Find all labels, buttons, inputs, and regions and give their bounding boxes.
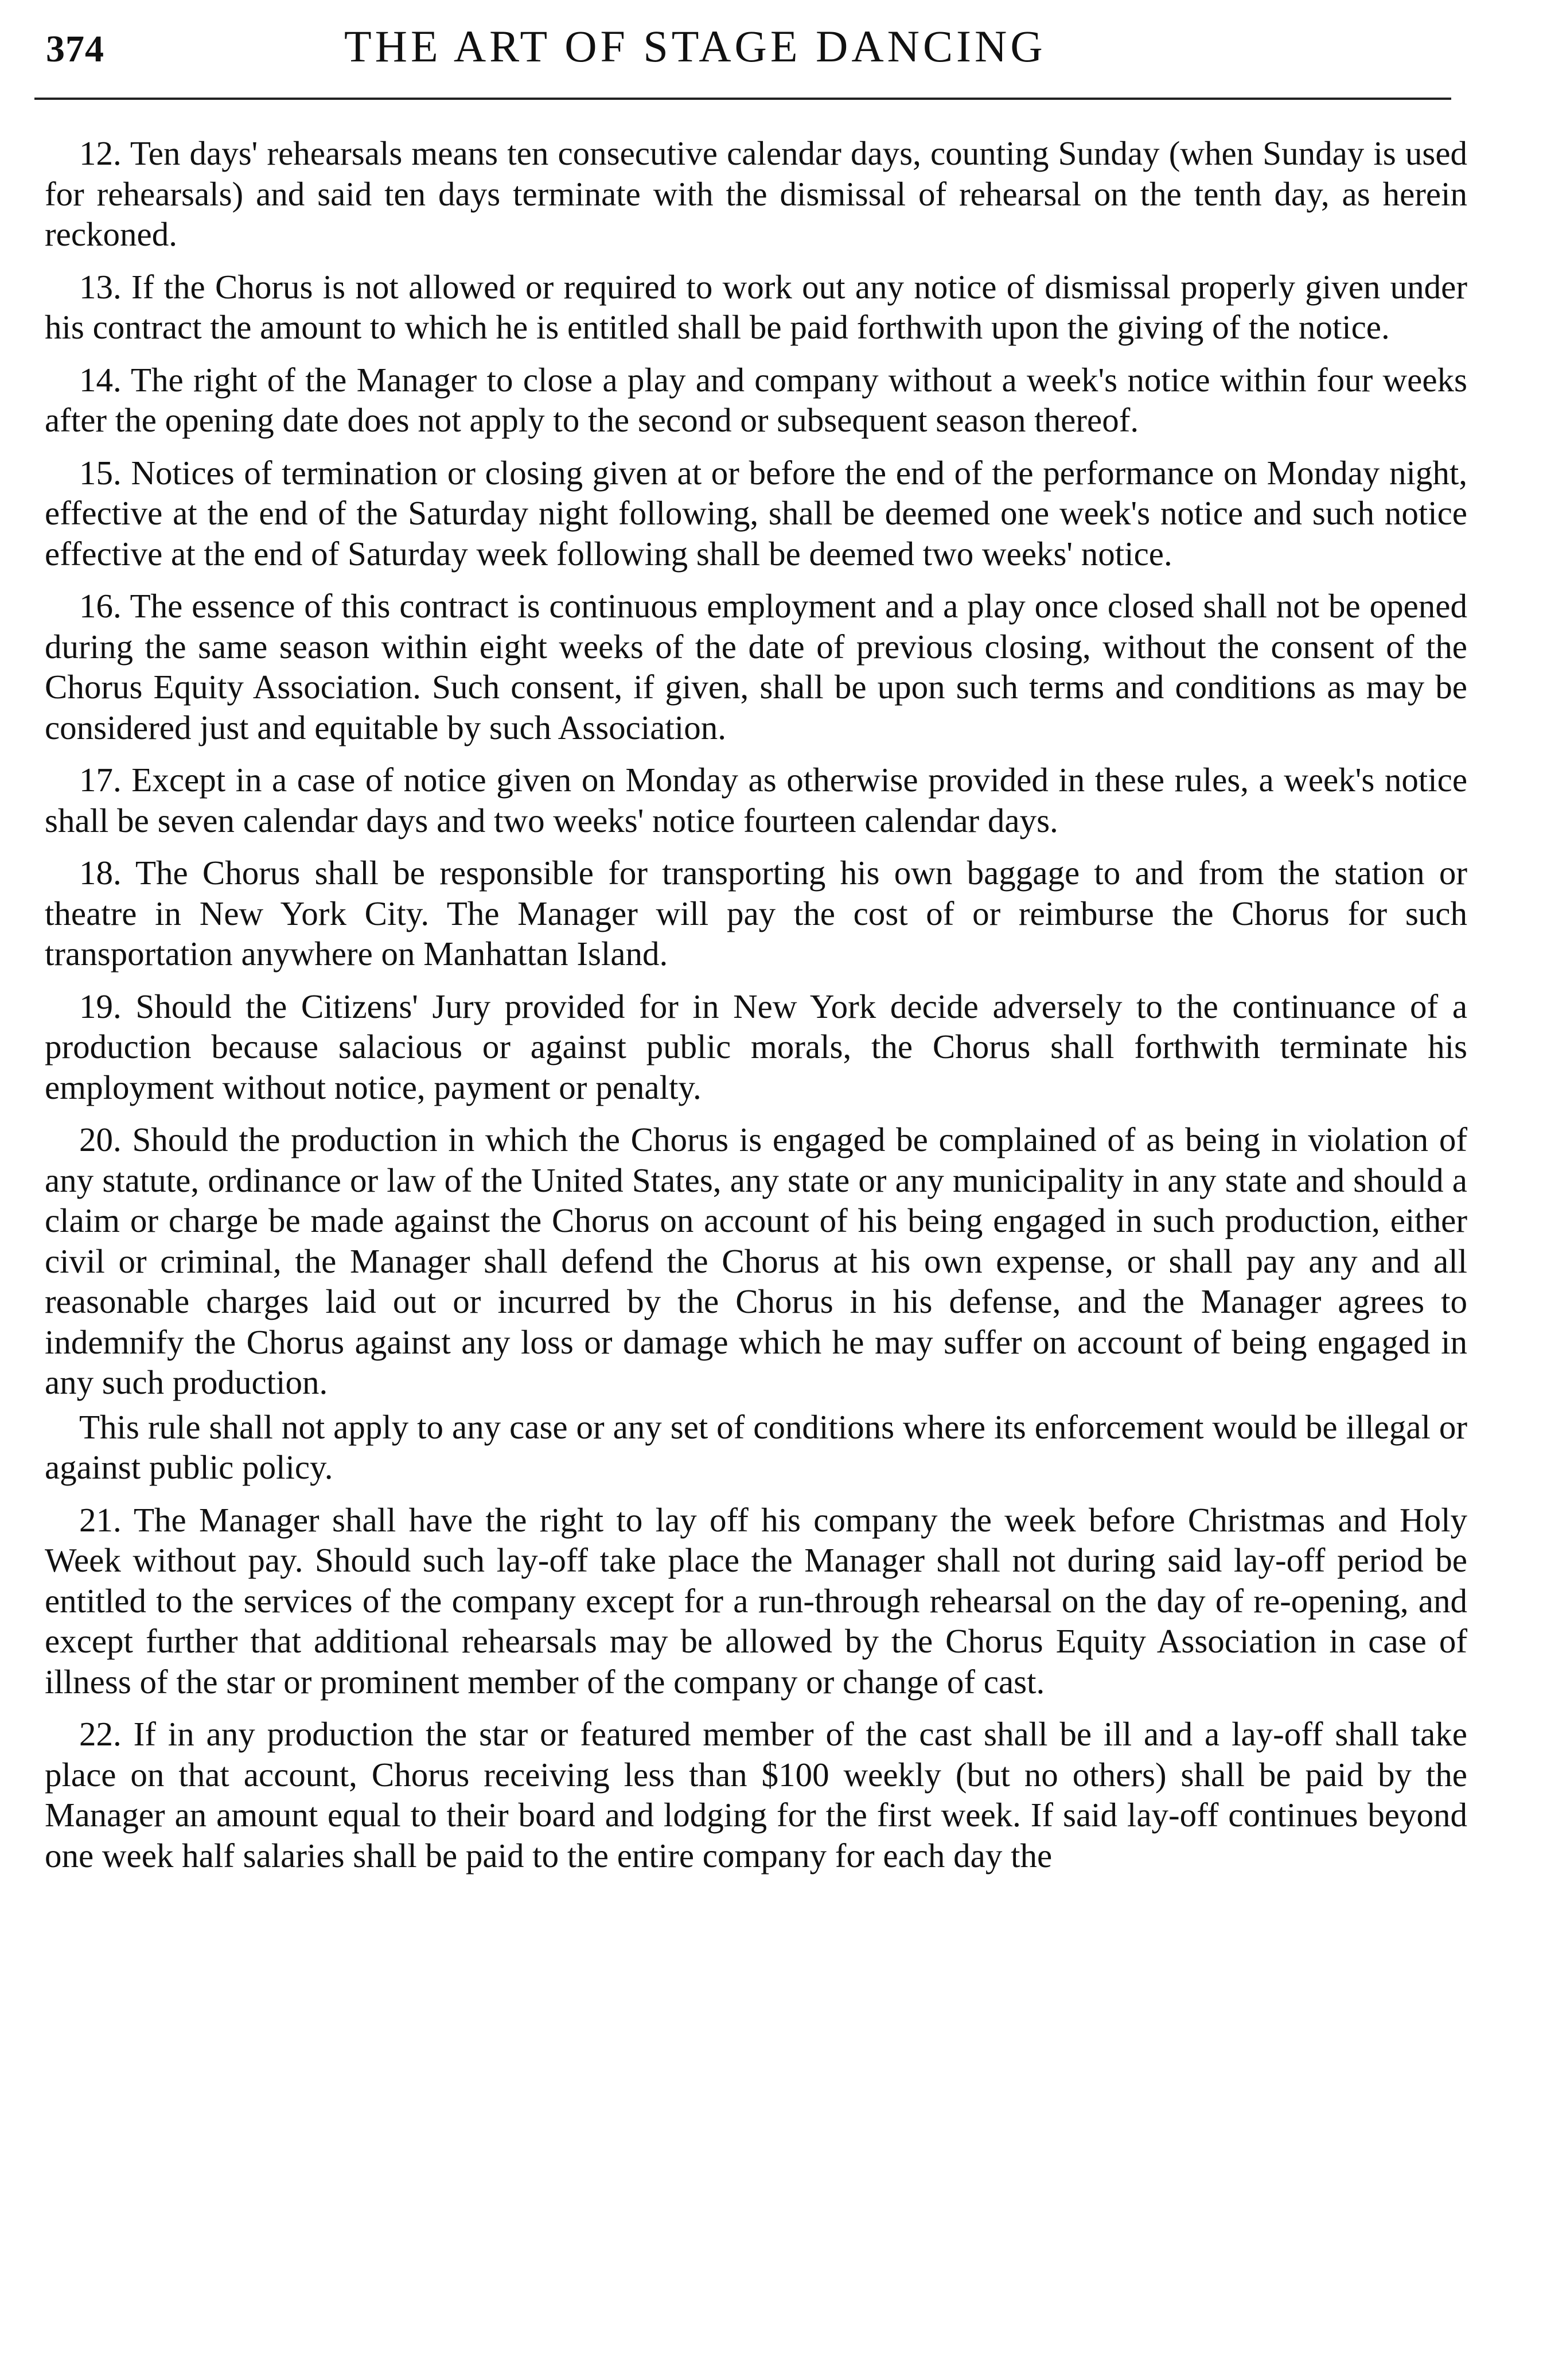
paragraph-13	[45, 267, 1467, 348]
paragraph-14	[45, 360, 1467, 441]
paragraph-number: 13.	[79, 267, 122, 306]
paragraph-text: The essence of this contract is continuous employment and a play once closed shall not be opened during the same season within eight weeks of the date of previous closing, without the consent of the Chorus Equity Association. Such consent, if given, shall be upon such terms and conditions as may be considered just and equitable by such Association.	[45, 587, 1467, 746]
paragraph-number: 19.	[79, 987, 122, 1025]
paragraph-text: If the Chorus is not allowed or required to work out any notice of dismissal properly given under his contract the amount to which he is entitled shall be paid forthwith upon the giving of the notice.	[45, 267, 1468, 346]
paragraph-text: The right of the Manager to close a play and company without a week's notice within four weeks after the opening date does not apply to the second or subsequent season thereof.	[45, 360, 1468, 439]
paragraph-text: The Manager shall have the right to lay off his company the week before Christmas and Holy Week without pay. Should such lay-off take place the Manager shall not during said lay-off period be entitled to the services of the company except for a run-through rehearsal on the day of re-opening, and except further that additional rehearsals may be allowed by the Chorus Equity Association in case of illness of the star or prominent member of the company or change of cast.	[45, 1500, 1467, 1701]
paragraph-15	[45, 453, 1467, 574]
paragraph-17	[45, 760, 1467, 841]
paragraph-number: 21.	[79, 1500, 122, 1539]
paragraph-text: Should the Citizens' Jury provided for in New York decide adversely to the continuance of a production because salacious or against public morals, the Chorus shall forthwith terminate his employment without notice, payment or penalty.	[45, 987, 1468, 1106]
paragraph-number: 16.	[79, 587, 122, 625]
paragraph-number: 22.	[79, 1715, 122, 1753]
body-text	[45, 133, 1467, 1888]
paragraph-18	[45, 853, 1467, 974]
paragraph-number: 15.	[79, 453, 122, 492]
running-title: THE ART OF STAGE DANCING	[344, 21, 1046, 71]
paragraph-19	[45, 986, 1467, 1108]
running-head	[46, 21, 1457, 90]
paragraph-20-continued	[45, 1407, 1467, 1488]
header-rule	[34, 98, 1451, 100]
paragraph-22	[45, 1714, 1467, 1876]
paragraph-number: 18.	[79, 854, 122, 892]
paragraph-text: Ten days' rehearsals means ten consecutive calendar days, counting Sunday (when Sunday is used for rehearsals) and said ten days terminate with the dismissal of rehearsal on the tenth day, as herein reckoned.	[45, 134, 1468, 253]
paragraph-text: Notices of termination or closing given at or before the end of the performance on Monday night, effective at the end of the Saturday night following, shall be deemed one week's notice and such notice effective at the end of Saturday week following shall be deemed two weeks' notice.	[45, 453, 1468, 573]
paragraph-number: 12.	[79, 134, 122, 172]
paragraph-number: 14.	[79, 360, 122, 399]
paragraph-16	[45, 586, 1467, 748]
paragraph-text: Should the production in which the Chorus is engaged be complained of as being in violation of any statute, ordinance or law of the United States, any state or any municipality in any state and should a claim or charge be made against the Chorus on account of his being engaged in such production, either civil or criminal, the Manager shall defend the Chorus at his own expense, or shall pay any and all reasonable charges laid out or incurred by the Chorus in his defense, and the Manager agrees to indemnify the Chorus against any loss or damage which he may suffer on account of being engaged in any such production.	[45, 1121, 1468, 1401]
paragraph-text: This rule shall not apply to any case or any set of conditions where its enforcement would be illegal or against public policy.	[45, 1407, 1467, 1486]
paragraph-text: Except in a case of notice given on Monday as otherwise provided in these rules, a week's notice shall be seven calendar days and two weeks' notice fourteen calendar days.	[45, 761, 1468, 839]
paragraph-12	[45, 133, 1467, 255]
paragraph-number: 17.	[79, 761, 122, 799]
paragraph-text: The Chorus shall be responsible for transporting his own baggage to and from the station or theatre in New York City. The Manager will pay the cost of or reimburse the Chorus for such transportation anywhere on Manhattan Island.	[45, 854, 1467, 973]
paragraph-21	[45, 1500, 1467, 1702]
paragraph-number: 20.	[79, 1121, 122, 1158]
paragraph-text: If in any production the star or featured member of the cast shall be ill and a lay-off shall take place on that account, Chorus receiving less than $100 weekly (but no others) shall be paid by the Manager an amount equal to their board and lodging for the first week. If said lay-off continues beyond one week half salaries shall be paid to the entire company for each day the	[45, 1715, 1467, 1875]
paragraph-20	[45, 1119, 1467, 1403]
page-number: 374	[46, 28, 104, 70]
